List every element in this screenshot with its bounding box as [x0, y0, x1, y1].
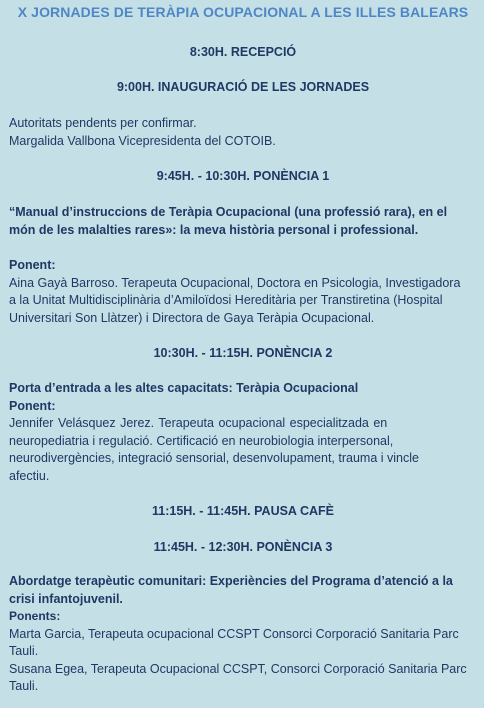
talk-1-speaker-line-2: a la Unitat Multidisciplinària d’Amiloïdosi Hereditària per Transtiretina (Hospital: [9, 293, 443, 307]
inauguration-line-1: Autoritats pendents per confirmar.: [9, 116, 197, 130]
talk-3-speaker-1-line-1: Marta Garcia, Terapeuta ocupacional CCSPT Consorci Corporació Sanitaria Parc: [9, 626, 459, 641]
talk-3-speaker-2-line-2: Tauli.: [9, 679, 39, 693]
talk-1-speaker-line-3: Universitari Son Llàtzer) i Directora de Gaya Teràpia Ocupacional.: [9, 310, 375, 325]
talk-3-block: [9, 573, 482, 696]
talk-2-speaker-line-2: neuropediatria i regulació. Certificació en neurobiologia interpersonal,: [9, 433, 394, 448]
talk-2-speaker-line-1: Jennifer Velásquez Jerez. Terapeuta ocupacional especialitzada en: [9, 416, 388, 430]
talk-1-speaker-line-1: Aina Gayà Barroso. Terapeuta Ocupacional, Doctora en Psicologia, Investigadora: [9, 275, 461, 290]
talk-3-speaker-1-line-2: Tauli.: [9, 644, 39, 658]
talk-2-title: Porta d’entrada a les altes capacitats: Teràpia Ocupacional: [9, 381, 359, 395]
talk-1-speaker: [9, 257, 482, 327]
session-coffee-break: 11:15H. - 11:45H. PAUSA CAFÈ: [151, 504, 334, 518]
talk-3-speaker-2-line-1: Susana Egea, Terapeuta Ocupacional CCSPT, Consorci Corporació Sanitaria Parc: [9, 661, 467, 676]
talk-2-block: [9, 380, 482, 485]
session-talk-2: 10:30H. - 11:15H. PONÈNCIA 2: [153, 346, 333, 360]
talk-1-title-line-1: “Manual d’instruccions de Teràpia Ocupacional (una professió rara), en el: [9, 205, 448, 219]
talk-1-speaker-label: Ponent:: [9, 258, 56, 272]
session-inauguration: 9:00H. INAUGURACIÓ DE LES JORNADES: [116, 80, 370, 94]
session-reception: 8:30H. RECEPCIÓ: [189, 45, 297, 59]
inauguration-line-2: Margalida Vallbona Vicepresidenta del COTOIB.: [9, 133, 276, 148]
session-talk-1: 9:45H. - 10:30H. PONÈNCIA 1: [156, 169, 330, 183]
talk-3-speakers-label: Ponents:: [9, 609, 61, 623]
talk-3-title-line-1: Abordatge terapèutic comunitari: Experiències del Programa d’atenció a la: [9, 574, 453, 588]
talk-3-title-line-2: crisi infantojuvenil.: [9, 591, 123, 606]
session-talk-3: 11:45H. - 12:30H. PONÈNCIA 3: [153, 540, 333, 554]
program-title: X JORNADES DE TERÀPIA OCUPACIONAL A LES ILLES BALEARS: [17, 4, 469, 20]
talk-1-title-line-2: món de les malalties rares»: la meva història personal i professional.: [9, 222, 419, 237]
talk-2-speaker-line-3: neurodivergències, integració sensorial, desenvolupament, trauma i vincle: [9, 451, 419, 465]
talk-1-title: [9, 204, 482, 239]
talk-2-speaker-label: Ponent:: [9, 398, 56, 413]
inauguration-details: [9, 115, 482, 150]
talk-2-speaker-line-4: afectiu.: [9, 468, 50, 483]
